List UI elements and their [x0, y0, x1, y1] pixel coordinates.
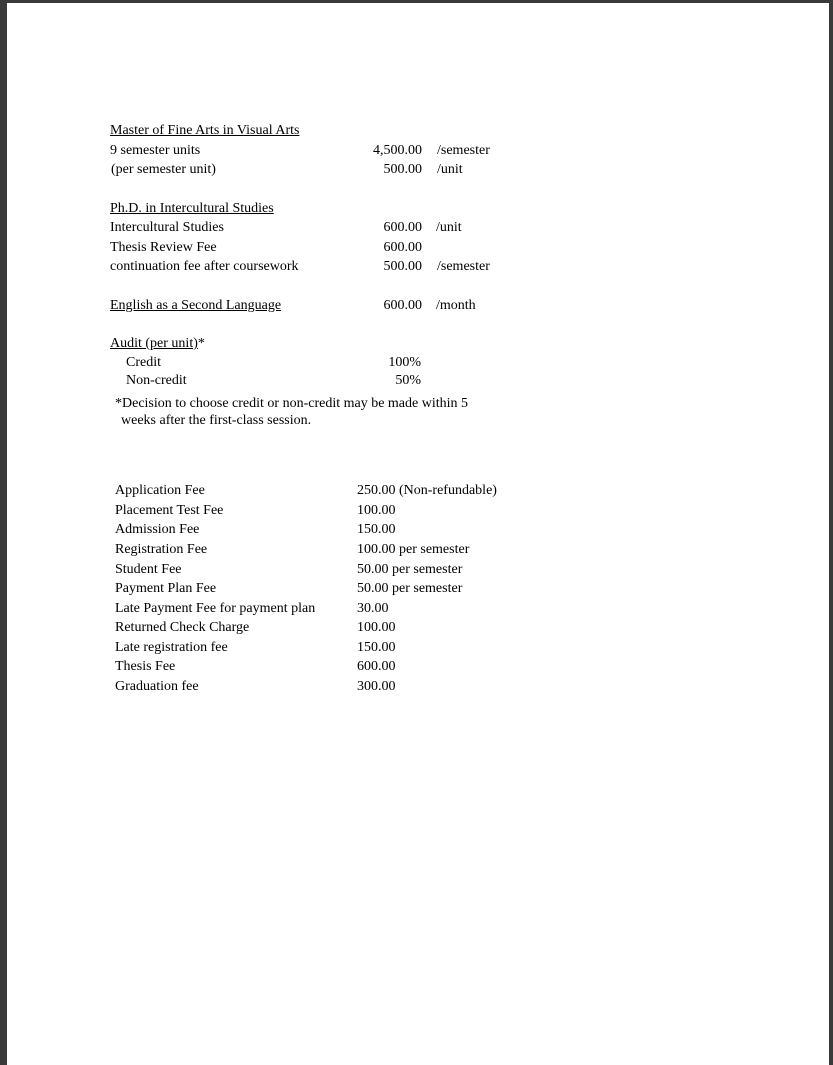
- phd-row-amount: 500.00: [383, 259, 422, 274]
- fee-label: Student Fee: [115, 562, 182, 577]
- fee-label: Returned Check Charge: [115, 620, 250, 635]
- fee-value: 150.00: [357, 522, 396, 537]
- document-page: [7, 3, 829, 1065]
- esl-unit: /month: [436, 298, 476, 313]
- phd-row-unit: /semester: [437, 259, 490, 274]
- fee-value: 30.00: [357, 601, 389, 616]
- fee-label: Late Payment Fee for payment plan: [115, 601, 316, 616]
- audit-row-amount: 100%: [388, 355, 421, 370]
- fee-label: Late registration fee: [115, 640, 228, 655]
- esl-amount: 600.00: [383, 298, 422, 313]
- phd-row-amount: 600.00: [383, 240, 422, 255]
- audit-note-line: weeks after the first-class session.: [121, 413, 312, 428]
- fee-label: Payment Plan Fee: [115, 581, 217, 596]
- fee-value: 50.00 per semester: [357, 562, 463, 577]
- mfa-row-amount: 4,500.00: [373, 143, 422, 158]
- phd-row-unit: /unit: [436, 220, 462, 235]
- phd-heading: Ph.D. in Intercultural Studies: [110, 201, 274, 216]
- fee-label: Placement Test Fee: [115, 503, 224, 518]
- mfa-row-unit: /semester: [437, 143, 490, 158]
- fee-value: 50.00 per semester: [357, 581, 463, 596]
- fee-value: 600.00: [357, 659, 396, 674]
- audit-asterisk: *: [197, 336, 205, 351]
- mfa-row-label: 9 semester units: [110, 143, 201, 158]
- audit-heading: Audit (per unit): [110, 336, 198, 351]
- mfa-row-unit: /unit: [437, 162, 463, 177]
- fee-label: Thesis Fee: [115, 659, 176, 674]
- mfa-heading: Master of Fine Arts in Visual Arts: [110, 123, 300, 138]
- fee-value: 100.00 per semester: [357, 542, 470, 557]
- audit-row-label: Credit: [126, 355, 161, 370]
- phd-row-label: continuation fee after coursework: [110, 259, 299, 274]
- fee-value: 250.00 (Non-refundable): [357, 483, 497, 498]
- phd-row-amount: 600.00: [383, 220, 422, 235]
- audit-note-line: *Decision to choose credit or non-credit may be made within 5: [115, 396, 469, 411]
- phd-row-label: Intercultural Studies: [110, 220, 224, 235]
- fee-value: 100.00: [357, 620, 396, 635]
- phd-row-label: Thesis Review Fee: [110, 240, 217, 255]
- audit-row-amount: 50%: [395, 373, 421, 388]
- fee-label: Graduation fee: [115, 679, 199, 694]
- fee-label: Admission Fee: [115, 522, 200, 537]
- fee-label: Application Fee: [115, 483, 205, 498]
- mfa-row-amount: 500.00: [383, 162, 422, 177]
- fee-value: 300.00: [357, 679, 396, 694]
- mfa-row-label: (per semester unit): [111, 162, 216, 177]
- fee-value: 100.00: [357, 503, 396, 518]
- fee-value: 150.00: [357, 640, 396, 655]
- audit-heading-line: [110, 336, 205, 352]
- esl-heading: English as a Second Language: [110, 298, 282, 313]
- audit-row-label: Non-credit: [126, 373, 187, 388]
- fee-label: Registration Fee: [115, 542, 208, 557]
